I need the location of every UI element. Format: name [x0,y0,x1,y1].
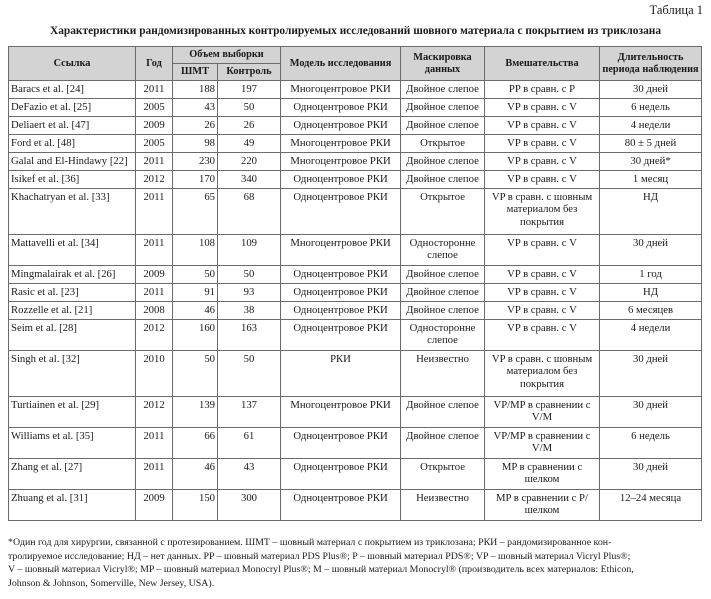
cell-masking: Открытое [401,189,485,235]
cell-intervention: VP в сравн. с V [485,302,600,320]
cell-ref: Galal and El-Hindawy [22] [9,153,136,171]
cell-year: 2011 [136,81,173,99]
cell-intervention: VP в сравн. с V [485,117,600,135]
cell-model: Многоцентровое РКИ [281,81,401,99]
cell-control: 43 [218,459,281,490]
cell-masking: Неизвестно [401,490,485,521]
cell-shmt: 170 [173,171,218,189]
cell-model: Одноцентровое РКИ [281,320,401,351]
cell-duration: 4 недели [600,117,702,135]
header-sample-size: Объем выборки [173,47,281,64]
cell-masking: Двойное слепое [401,284,485,302]
cell-intervention: VP в сравн. с шовным материалом без покрытия [485,351,600,397]
cell-model: РКИ [281,351,401,397]
cell-ref: Williams et al. [35] [9,428,136,459]
cell-masking: Двойное слепое [401,99,485,117]
cell-intervention: VP в сравн. с V [485,153,600,171]
cell-masking: Двойное слепое [401,81,485,99]
table-row [9,117,702,135]
cell-ref: Seim et al. [28] [9,320,136,351]
table-footnote [8,536,702,591]
header-model: Модель исследования [281,47,401,81]
footnote-line: *Один год для хирургии, связанной с протезированием. ШМТ – шовный материал с покрытием из триклозана; РКИ – рандомизированное кон- [8,537,612,548]
cell-ref: Khachatryan et al. [33] [9,189,136,235]
cell-model: Многоцентровое РКИ [281,235,401,266]
cell-duration: 6 недель [600,428,702,459]
cell-control: 68 [218,189,281,235]
cell-control: 300 [218,490,281,521]
cell-year: 2009 [136,117,173,135]
cell-ref: Zhang et al. [27] [9,459,136,490]
cell-model: Одноцентровое РКИ [281,284,401,302]
cell-control: 38 [218,302,281,320]
cell-intervention: VP в сравн. с V [485,320,600,351]
cell-intervention: VP в сравн. с V [485,266,600,284]
cell-control: 26 [218,117,281,135]
table-row [9,135,702,153]
cell-ref: Turtiainen et al. [29] [9,397,136,428]
cell-shmt: 139 [173,397,218,428]
header-masking: Маскировка данных [401,47,485,81]
table-row [9,81,702,99]
cell-year: 2009 [136,490,173,521]
cell-duration: 1 год [600,266,702,284]
cell-year: 2011 [136,284,173,302]
cell-intervention: VP в сравн. с шовным материалом без покрытия [485,189,600,235]
cell-shmt: 50 [173,351,218,397]
cell-model: Многоцентровое РКИ [281,153,401,171]
footnote-line: V – шовный материал Vicryl®; MP – шовный материал Monocryl Plus®; M – шовный материал Monocryl® (производитель всех материалов: Ethicon, [8,564,634,576]
cell-year: 2005 [136,99,173,117]
cell-ref: Singh et al. [32] [9,351,136,397]
cell-shmt: 65 [173,189,218,235]
cell-shmt: 98 [173,135,218,153]
cell-shmt: 91 [173,284,218,302]
header-shmt: ШМТ [173,64,218,81]
cell-model: Одноцентровое РКИ [281,490,401,521]
cell-masking: Односторонне слепое [401,235,485,266]
cell-control: 109 [218,235,281,266]
table-row [9,235,702,266]
cell-shmt: 46 [173,302,218,320]
cell-model: Одноцентровое РКИ [281,117,401,135]
cell-control: 137 [218,397,281,428]
cell-duration: 30 дней [600,235,702,266]
cell-year: 2010 [136,351,173,397]
table-row [9,302,702,320]
cell-duration: 30 дней [600,351,702,397]
header-duration: Длительность периода наблюдения [600,47,702,81]
cell-ref: Zhuang et al. [31] [9,490,136,521]
table-caption: Характеристики рандомизированных контролируемых исследований шовного материала с покрытием из триклозана [49,25,662,37]
table-row [9,320,702,351]
cell-year: 2011 [136,153,173,171]
cell-ref: Mingmalairak et al. [26] [9,266,136,284]
cell-intervention: MP в сравнении с шелком [485,459,600,490]
cell-shmt: 230 [173,153,218,171]
header-ref: Ссылка [9,47,136,81]
cell-control: 50 [218,266,281,284]
cell-masking: Неизвестно [401,351,485,397]
cell-control: 50 [218,351,281,397]
cell-model: Одноцентровое РКИ [281,171,401,189]
cell-model: Одноцентровое РКИ [281,459,401,490]
table-row [9,171,702,189]
cell-intervention: VP в сравн. с V [485,135,600,153]
cell-model: Одноцентровое РКИ [281,99,401,117]
cell-ref: Mattavelli et al. [34] [9,235,136,266]
cell-year: 2012 [136,171,173,189]
cell-control: 163 [218,320,281,351]
cell-model: Одноцентровое РКИ [281,302,401,320]
cell-year: 2012 [136,397,173,428]
header-control: Контроль [218,64,281,81]
cell-masking: Двойное слепое [401,171,485,189]
table-row [9,490,702,521]
table-row [9,284,702,302]
cell-model: Одноцентровое РКИ [281,266,401,284]
cell-control: 50 [218,99,281,117]
cell-duration: 30 дней [600,459,702,490]
table-row [9,266,702,284]
cell-shmt: 150 [173,490,218,521]
cell-masking: Открытое [401,459,485,490]
cell-duration: 80 ± 5 дней [600,135,702,153]
cell-ref: DeFazio et al. [25] [9,99,136,117]
cell-masking: Односторонне слепое [401,320,485,351]
cell-masking: Двойное слепое [401,117,485,135]
cell-duration: 6 месяцев [600,302,702,320]
cell-duration: НД [600,284,702,302]
cell-year: 2011 [136,189,173,235]
trials-table [8,46,702,521]
cell-ref: Rasic et al. [23] [9,284,136,302]
cell-shmt: 160 [173,320,218,351]
cell-ref: Rozzelle et al. [21] [9,302,136,320]
cell-model: Одноцентровое РКИ [281,428,401,459]
cell-ref: Isikef et al. [36] [9,171,136,189]
cell-control: 340 [218,171,281,189]
cell-duration: 30 дней [600,397,702,428]
cell-year: 2012 [136,320,173,351]
footnote-line: тролируемое исследование; НД – нет данных. PP – шовный материал PDS Plus®; P – шовный материал PDS®; VP – шовный материал Vicryl Plus®; [8,550,631,562]
cell-duration: 4 недели [600,320,702,351]
header-intervention: Вмешательства [485,47,600,81]
cell-year: 2011 [136,459,173,490]
cell-masking: Двойное слепое [401,153,485,171]
cell-year: 2011 [136,428,173,459]
table-row [9,189,702,235]
cell-intervention: VP в сравн. с V [485,235,600,266]
table-row [9,351,702,397]
cell-ref: Deliaert et al. [47] [9,117,136,135]
cell-masking: Открытое [401,135,485,153]
table-row [9,99,702,117]
cell-intervention: PP в сравн. с P [485,81,600,99]
cell-intervention: VP/MP в сравнении с V/M [485,428,600,459]
cell-year: 2008 [136,302,173,320]
cell-intervention: VP в сравн. с V [485,284,600,302]
cell-masking: Двойное слепое [401,302,485,320]
cell-duration: 6 недель [600,99,702,117]
cell-year: 2009 [136,266,173,284]
cell-shmt: 26 [173,117,218,135]
cell-shmt: 43 [173,99,218,117]
cell-year: 2005 [136,135,173,153]
cell-ref: Baracs et al. [24] [9,81,136,99]
cell-shmt: 46 [173,459,218,490]
cell-masking: Двойное слепое [401,428,485,459]
cell-model: Одноцентровое РКИ [281,189,401,235]
table-label: Таблица 1 [649,3,703,17]
cell-model: Многоцентровое РКИ [281,135,401,153]
cell-intervention: MP в сравнении с P/шелком [485,490,600,521]
cell-shmt: 66 [173,428,218,459]
table-row [9,153,702,171]
cell-ref: Ford et al. [48] [9,135,136,153]
cell-model: Многоцентровое РКИ [281,397,401,428]
cell-intervention: VP/MP в сравнении с V/M [485,397,600,428]
cell-control: 93 [218,284,281,302]
cell-shmt: 108 [173,235,218,266]
cell-control: 61 [218,428,281,459]
cell-intervention: VP в сравн. с V [485,171,600,189]
cell-shmt: 188 [173,81,218,99]
cell-masking: Двойное слепое [401,397,485,428]
table-body [9,81,702,521]
cell-control: 49 [218,135,281,153]
header-year: Год [136,47,173,81]
cell-masking: Двойное слепое [401,266,485,284]
cell-duration: 1 месяц [600,171,702,189]
cell-year: 2011 [136,235,173,266]
cell-control: 197 [218,81,281,99]
table-row [9,428,702,459]
table-row [9,397,702,428]
table-row [9,459,702,490]
cell-duration: 30 дней* [600,153,702,171]
cell-duration: НД [600,189,702,235]
cell-duration: 12–24 месяца [600,490,702,521]
cell-control: 220 [218,153,281,171]
cell-duration: 30 дней [600,81,702,99]
cell-shmt: 50 [173,266,218,284]
cell-intervention: VP в сравн. с V [485,99,600,117]
footnote-line: Johnson & Johnson, Somerville, New Jersey, USA). [8,578,215,590]
